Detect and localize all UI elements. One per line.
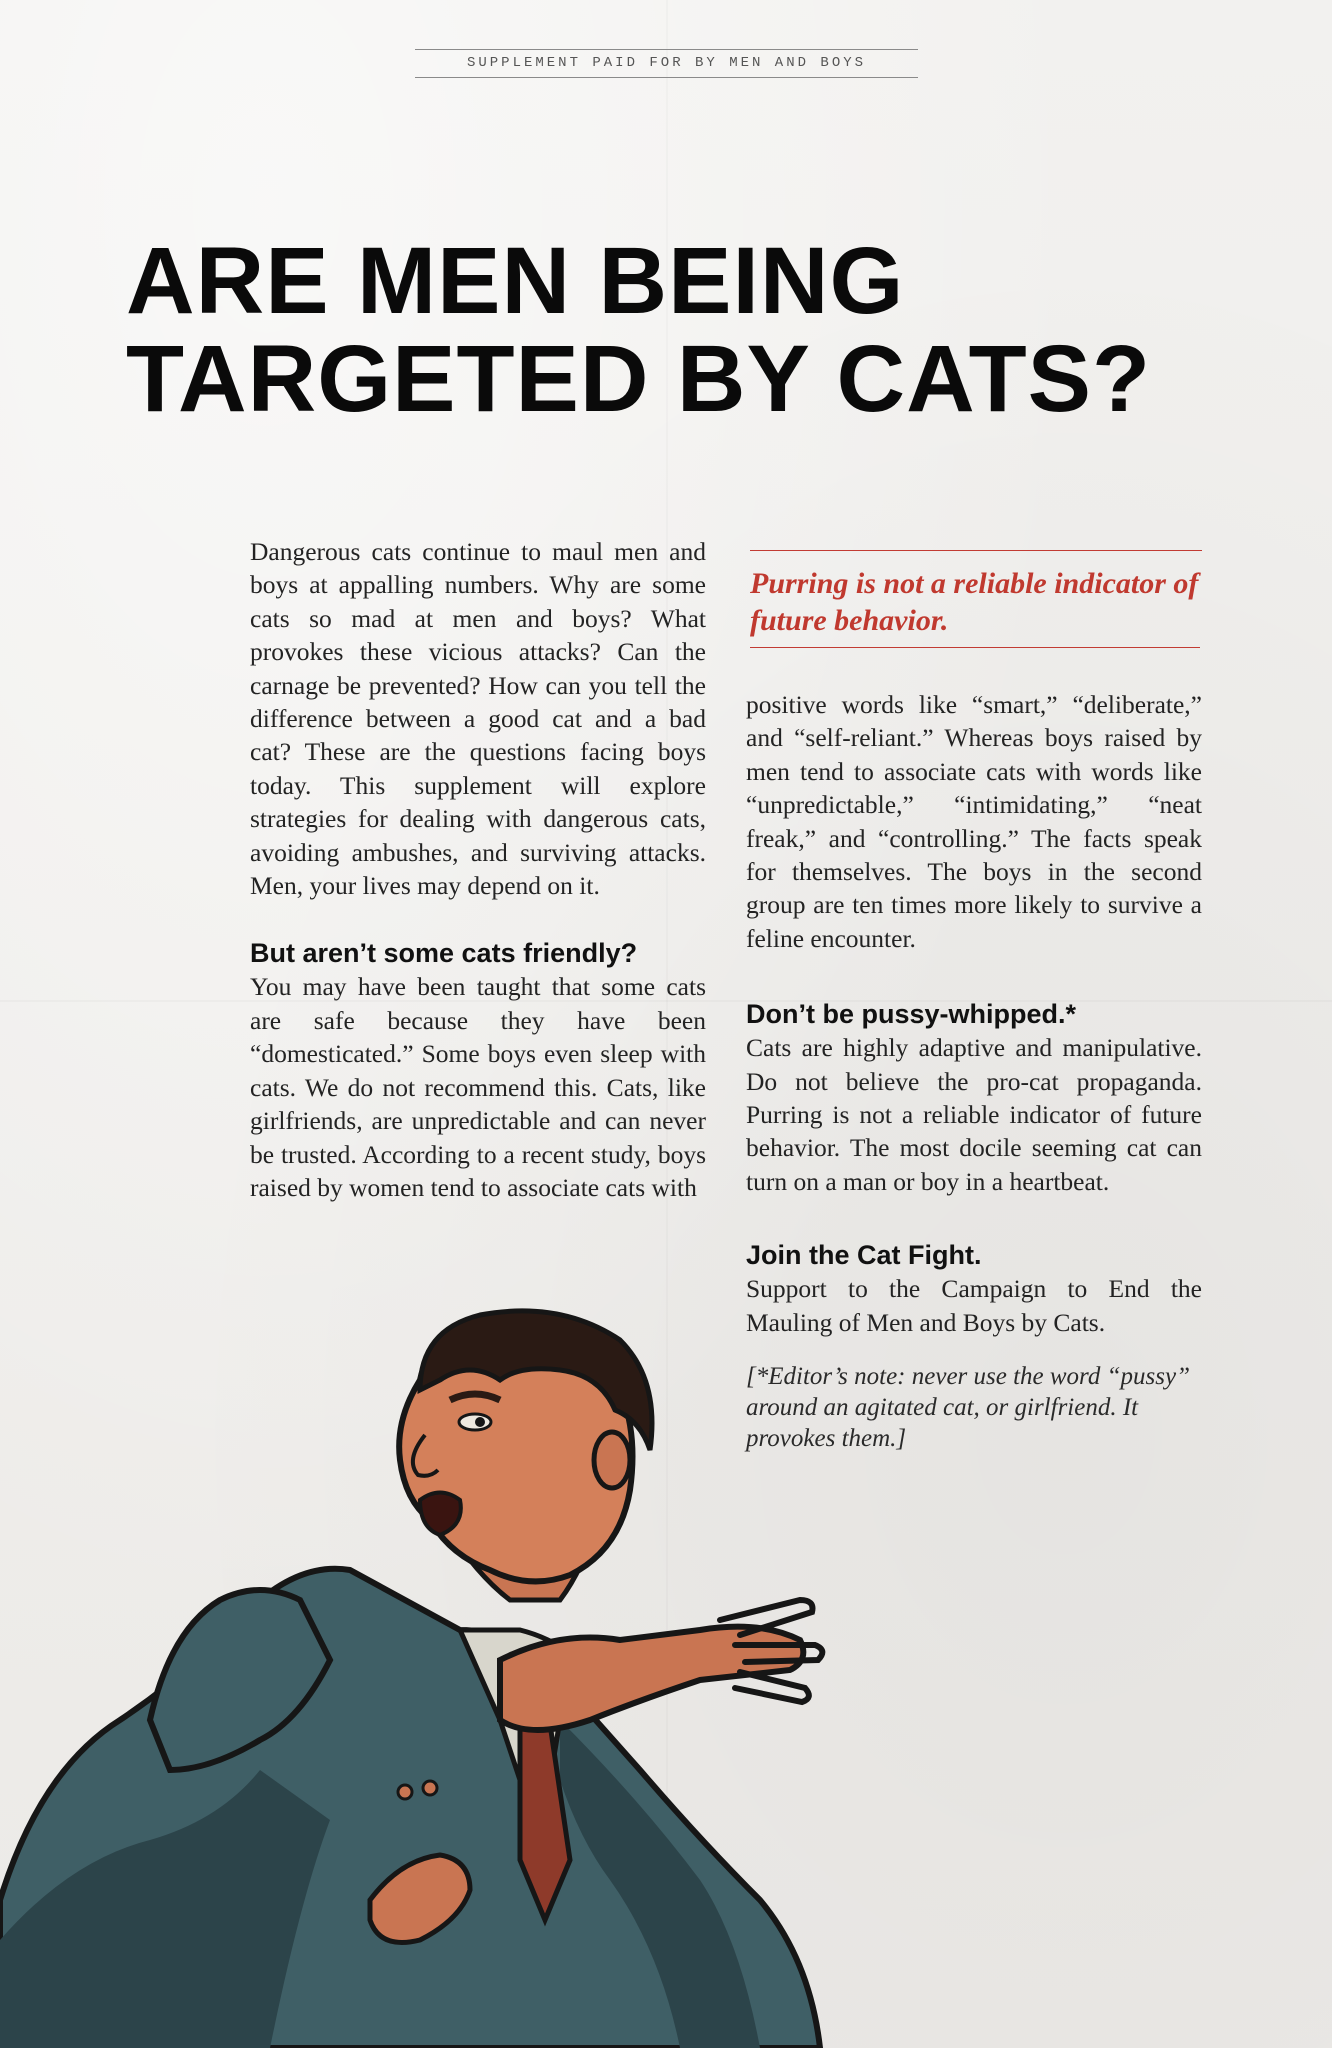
supplement-label: SUPPLEMENT PAID FOR BY MEN AND BOYS xyxy=(415,49,918,78)
ear xyxy=(594,1432,630,1488)
section-heading-friendly-cats: But aren’t some cats friendly? xyxy=(250,938,638,969)
continuation-paragraph: positive words like “smart,” “deliberate,” and “self-reliant.” Whereas boys raised by men tend to associate cats with words like “unpredictable,” “intimidating,” “neat freak,” and “controlling.” The facts speak for themselves. The boys in the second group are ten times more likely to survive a feline encounter. xyxy=(746,690,1202,953)
intro-paragraph: Dangerous cats continue to maul men and boys at appalling numbers. Why are some cats so mad at men and boys? What provokes these vicious attacks? Can the carnage be prevented? How can you tell the difference between a good cat and a bad cat? These are the questions facing boys today. This supplement will explore strategies for dealing with dangerous cats, avoiding ambushes, and surviving attacks. Men, your lives may depend on it. xyxy=(250,537,706,901)
headline-line-1: ARE MEN BEING xyxy=(126,228,905,334)
headline-line-2: TARGETED BY CATS? xyxy=(126,326,1152,432)
page-headline xyxy=(126,228,1276,432)
sleeve-button-2 xyxy=(423,1781,437,1795)
pull-quote xyxy=(750,550,1202,648)
section-heading-cat-fight: Join the Cat Fight. xyxy=(746,1240,982,1271)
frightened-man-illustration xyxy=(0,1300,960,2048)
pull-quote-text: Purring is not a reliable indicator of future behavior. xyxy=(750,567,1199,637)
sleeve-button-1 xyxy=(398,1785,412,1799)
section-heading-pussy-whipped: Don’t be pussy-whipped.* xyxy=(746,999,1077,1030)
left-column xyxy=(250,535,706,1204)
pull-quote-bottom-rule xyxy=(750,647,1200,648)
section-body-friendly-cats: You may have been taught that some cats are safe because they have been “domesticated.” Some boys even sleep with cats. We do not recommend this. Cats, like girlfriends, are unpredictable and can never be trusted. According to a recent study, boys raised by women tend to associate cats with xyxy=(250,972,706,1202)
section-body-pussy-whipped: Cats are highly adaptive and manipulative. Do not believe the pro-cat propaganda. Purring is not a reliable indicator of future behavior. The most docile seeming cat can turn on a man or boy in a heartbeat. xyxy=(746,1033,1202,1196)
section-body-cat-fight: Support to the Campaign to End the Mauling of Men and Boys by Cats. xyxy=(746,1274,1202,1337)
editors-note: [*Editor’s note: never use the word “pussy” around an agitated cat, or girlfriend. It provokes them.] xyxy=(746,1363,1190,1453)
pupil xyxy=(475,1417,485,1427)
